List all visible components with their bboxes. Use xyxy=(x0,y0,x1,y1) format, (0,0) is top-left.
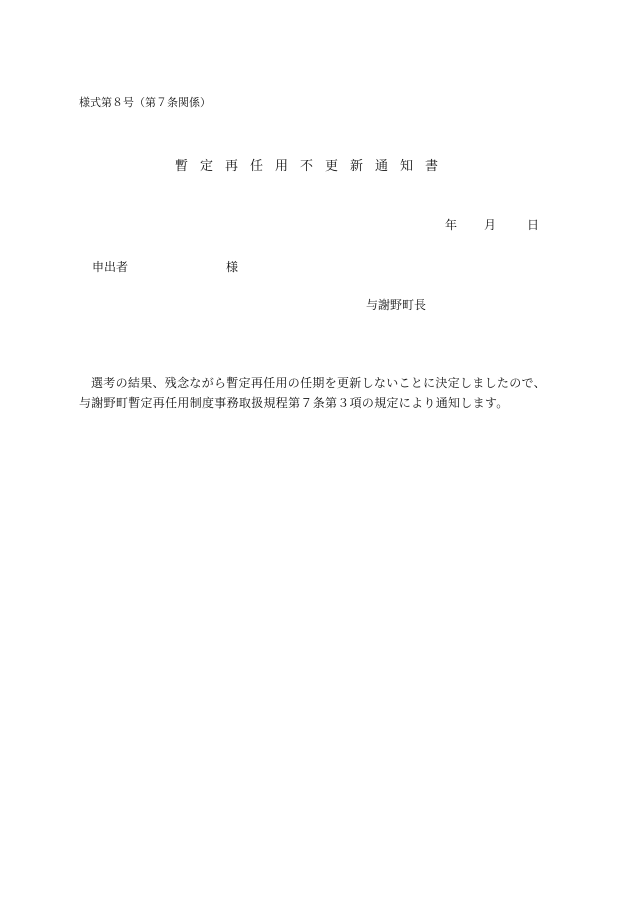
addressee-honorific: 様 xyxy=(226,260,239,274)
addressee-label: 申出者 xyxy=(92,260,129,274)
issuer-name: 与謝野町長 xyxy=(366,298,427,312)
notice-body: 選考の結果、残念ながら暫定再任用の任期を更新しないことに決定しましたので、与謝野町暫定再任用制度事務取扱規程第７条第３項の規定により通知します。 xyxy=(79,376,546,410)
date-day-label: 日 xyxy=(527,218,540,232)
date-month-label: 月 xyxy=(484,218,497,232)
document-title: 暫定再任用不更新通知書 xyxy=(175,159,451,174)
form-number: 様式第８号（第７条関係） xyxy=(79,96,211,109)
date-year-label: 年 xyxy=(445,218,458,232)
